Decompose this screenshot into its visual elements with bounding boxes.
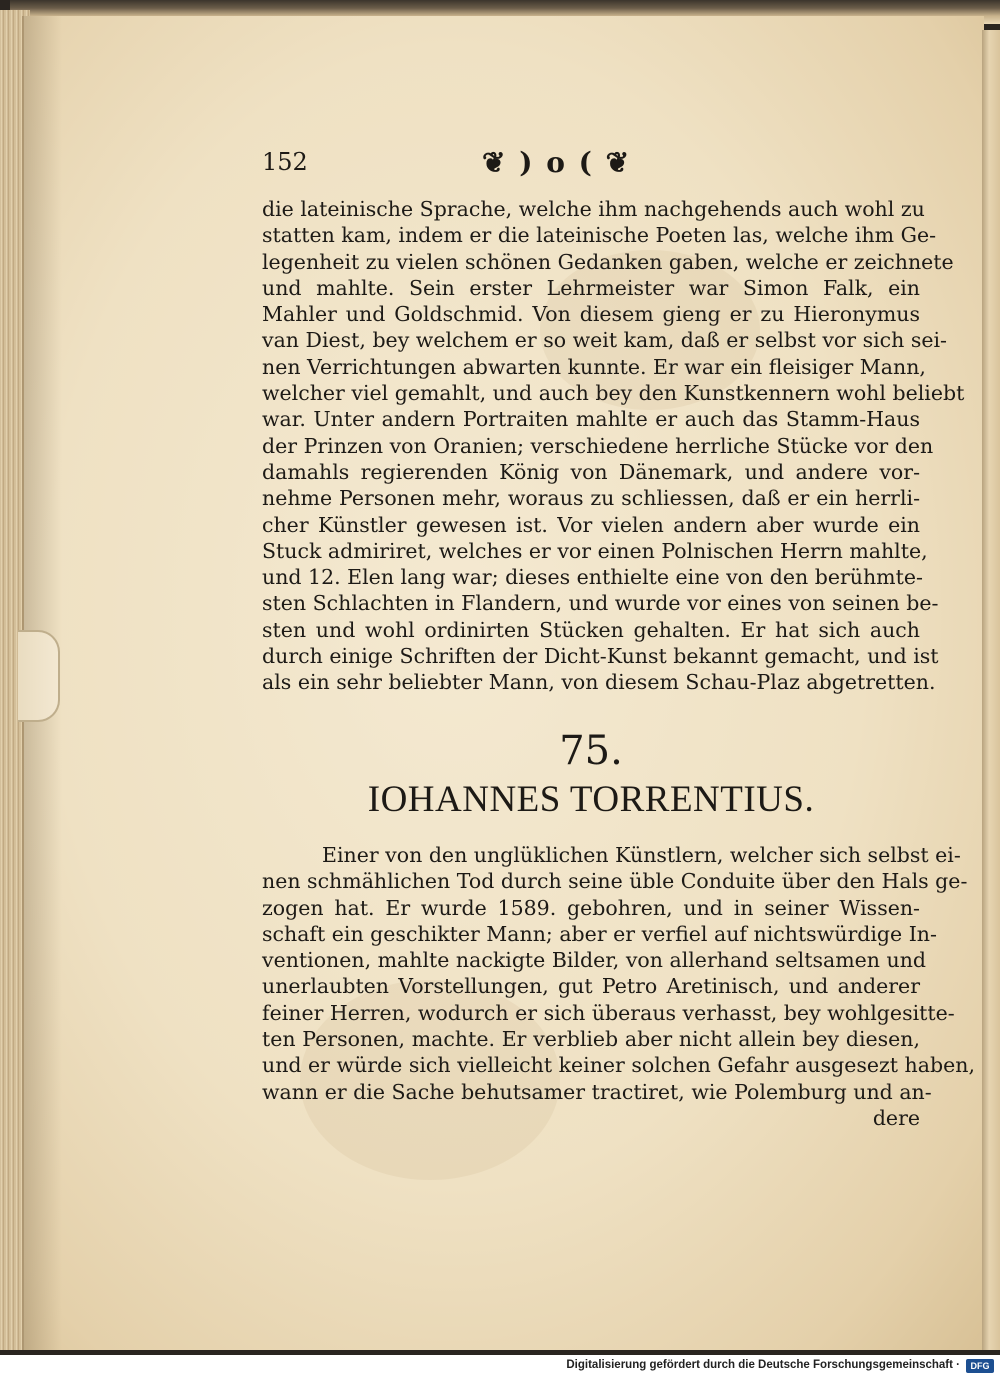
- text-line: sten und wohl ordinirten Stücken gehalten. Er hat sich auch: [262, 617, 920, 642]
- text-line: nen Verrichtungen abwarten kunnte. Er war ein fleisiger Mann,: [262, 354, 926, 379]
- text-line: statten kam, indem er die lateinische Poeten las, welche ihm Ge-: [262, 223, 937, 248]
- catchword-block: [262, 1105, 920, 1131]
- paragraph-2: [262, 842, 975, 1105]
- text-line: durch einige Schriften der Dicht-Kunst bekannt gemacht, und ist: [262, 644, 939, 669]
- text-line: die lateinische Sprache, welche ihm nachgehends auch wohl zu: [262, 197, 925, 221]
- section-title: IOHANNES TORRENTIUS.: [367, 779, 815, 820]
- text-line: und 12. Elen lang war; dieses enthielte eine von den berühmte-: [262, 565, 923, 590]
- header-ornament: ❦ ) o ( ❦: [482, 146, 632, 179]
- text-line: damahls regierenden König von Dänemark, und andere vor-: [262, 459, 920, 484]
- page-number: 152: [262, 148, 308, 176]
- text-line: schaft ein geschikter Mann; aber er verfiel auf nichtswürdige In-: [262, 921, 937, 946]
- dfg-logo-icon: DFG: [966, 1359, 994, 1373]
- digitization-footer: [0, 1355, 1000, 1378]
- adjacent-page-edge: [982, 30, 1000, 1350]
- text-line: und er würde sich vielleicht keiner solchen Gefahr ausgesezt haben,: [262, 1053, 975, 1078]
- text-line: legenheit zu vielen schönen Gedanken gaben, welche er zeichnete: [262, 249, 954, 274]
- text-line: war. Unter andern Portraiten mahlte er auch das Stamm-Haus: [262, 407, 920, 432]
- text-line: unerlaubten Vorstellungen, gut Petro Aretinisch, und anderer: [262, 974, 920, 999]
- text-line: der Prinzen von Oranien; verschiedene herrliche Stücke vor den: [262, 433, 934, 458]
- page-clip-tab: [18, 630, 60, 722]
- text-line: welcher viel gemahlt, und auch bey den Kunstkennern wohl beliebt: [262, 381, 965, 406]
- text-line: van Diest, bey welchem er so weit kam, daß er selbst vor sich sei-: [262, 328, 947, 353]
- text-line: nehme Personen mehr, woraus zu schliessen, daß er ein herrli-: [262, 486, 920, 511]
- text-line: als ein sehr beliebter Mann, von diesem Schau-Plaz abgetretten.: [262, 670, 936, 695]
- text-line: cher Künstler gewesen ist. Vor vielen andern aber wurde ein: [262, 512, 920, 537]
- text-line: und mahlte. Sein erster Lehrmeister war Simon Falk, ein: [262, 275, 920, 300]
- text-line: Einer von den unglüklichen Künstlern, welcher sich selbst ei-: [322, 843, 961, 867]
- page-header: [262, 148, 922, 182]
- text-line: feiner Herren, wodurch er sich überaus verhasst, bey wohlgesitte-: [262, 1000, 955, 1025]
- text-line: zogen hat. Er wurde 1589. gebohren, und in seiner Wissen-: [262, 895, 920, 920]
- text-line: nen schmählichen Tod durch seine üble Conduite über den Hals ge-: [262, 869, 968, 894]
- text-line: ventionen, mahlte nackigte Bilder, von allerhand seltsamen und: [262, 948, 927, 973]
- text-line: ten Personen, machte. Er verblieb aber nicht allein bey diesen,: [262, 1027, 920, 1052]
- text-line: wann er die Sache behutsamer tractiret, wie Polemburg und an-: [262, 1079, 932, 1104]
- catchword: dere: [872, 1106, 920, 1130]
- text-line: Stuck admiriret, welches er vor einen Polnischen Herrn mahlte,: [262, 538, 928, 563]
- text-line: sten Schlachten in Flandern, und wurde vor eines von seinen be-: [262, 591, 939, 616]
- section-number: 75.: [559, 728, 623, 774]
- text-line: Mahler und Goldschmid. Von diesem gieng er zu Hieronymus: [262, 302, 920, 327]
- footer-credit: Digitalisierung gefördert durch die Deutsche Forschungsgemeinschaft ·: [566, 1359, 960, 1371]
- paragraph-1: [262, 196, 965, 696]
